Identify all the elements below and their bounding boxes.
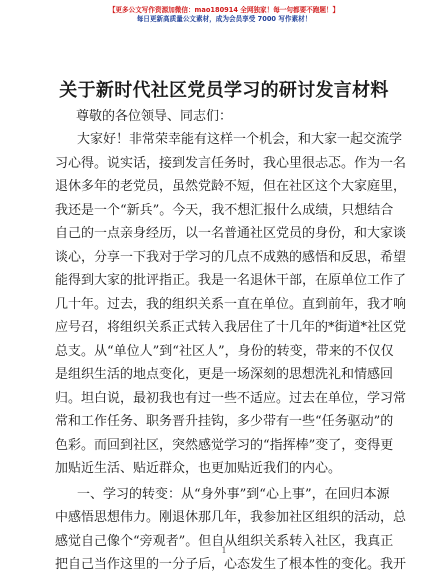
document-title: 关于新时代社区党员学习的研讨发言材料 (59, 80, 389, 101)
document-body (55, 128, 407, 577)
paragraph-line: 色彩。而回到社区，突然感觉学习的“指挥棒”变了，变得更 (55, 437, 394, 453)
paragraph-line: 感觉自己像个“旁观者”。但自从组织关系转入社区，我真正 (55, 533, 394, 549)
paragraph-line: 习心得。说实话，接到发言任务时，我心里很忐忑。作为一名 (55, 155, 407, 171)
paragraph-line: 应号召，将组织关系正式转入我居住了十几年的*街道*社区党 (55, 320, 407, 335)
paragraph-line: 是组织生活的地点变化，更是一场深刻的思想洗礼和情感回 (55, 367, 394, 382)
greeting: 尊敬的各位领导、同志们： (76, 109, 233, 124)
paragraph-line: 谈心，分享一下我对于学习的几点不成熟的感悟和反思，希望 (55, 249, 407, 265)
paragraph-line: 能得到大家的批评指正。我是一名退休干部，在原单位工作了 (55, 273, 407, 288)
page-number: 1 (221, 546, 227, 555)
paragraph-line: 几十年。过去，我的组织关系一直在单位。直到前年，我才响 (55, 296, 407, 312)
paragraph-line: 归。坦白说，最初我也有过一些不适应。过去在单位，学习常 (55, 390, 407, 406)
paragraph-line: 大家好！非常荣幸能有这样一个机会，和大家一起交流学 (77, 132, 403, 147)
promo-banner (0, 6, 448, 24)
paragraph-line: 退休多年的老党员，虽然党龄不短，但在社区这个大家庭里， (55, 179, 407, 194)
paragraph-line: 自己的一点亲身经历，以一名普通社区党员的身份，和大家谈 (55, 226, 407, 241)
paragraph-line: 一、学习的转变：从“身外事”到“心上事”，在回归本源 (77, 486, 390, 502)
paragraph-line: 中感悟思想伟力。刚退休那几年，我参加社区组织的活动，总 (55, 510, 407, 525)
paragraph-line: 我还是一个“新兵”。今天，我不想汇报什么成绩，只想结合 (55, 202, 394, 218)
promo-banner-line1: 【更多公文写作资源加微信：mao180914 全网独家！每一句都要不跑题！】 (108, 6, 340, 14)
paragraph-1 (55, 128, 407, 481)
paragraph-2 (55, 483, 407, 577)
paragraph-line: 总支。从“单位人”到“社区人”，身份的转变，带来的不仅仅 (55, 343, 394, 359)
promo-banner-line2: 每日更新高质量公文素材，成为会员享受 7000 写作素材！ (136, 15, 312, 23)
paragraph-line: 加贴近生活、贴近群众，也更加贴近我们的内心。 (55, 461, 342, 476)
paragraph-line: 常和工作任务、职务晋升挂钩，多少带有一些“任务驱动”的 (55, 414, 394, 429)
paragraph-line: 把自己当作这里的一分子后，心态发生了根本性的变化。我开 (55, 557, 407, 572)
